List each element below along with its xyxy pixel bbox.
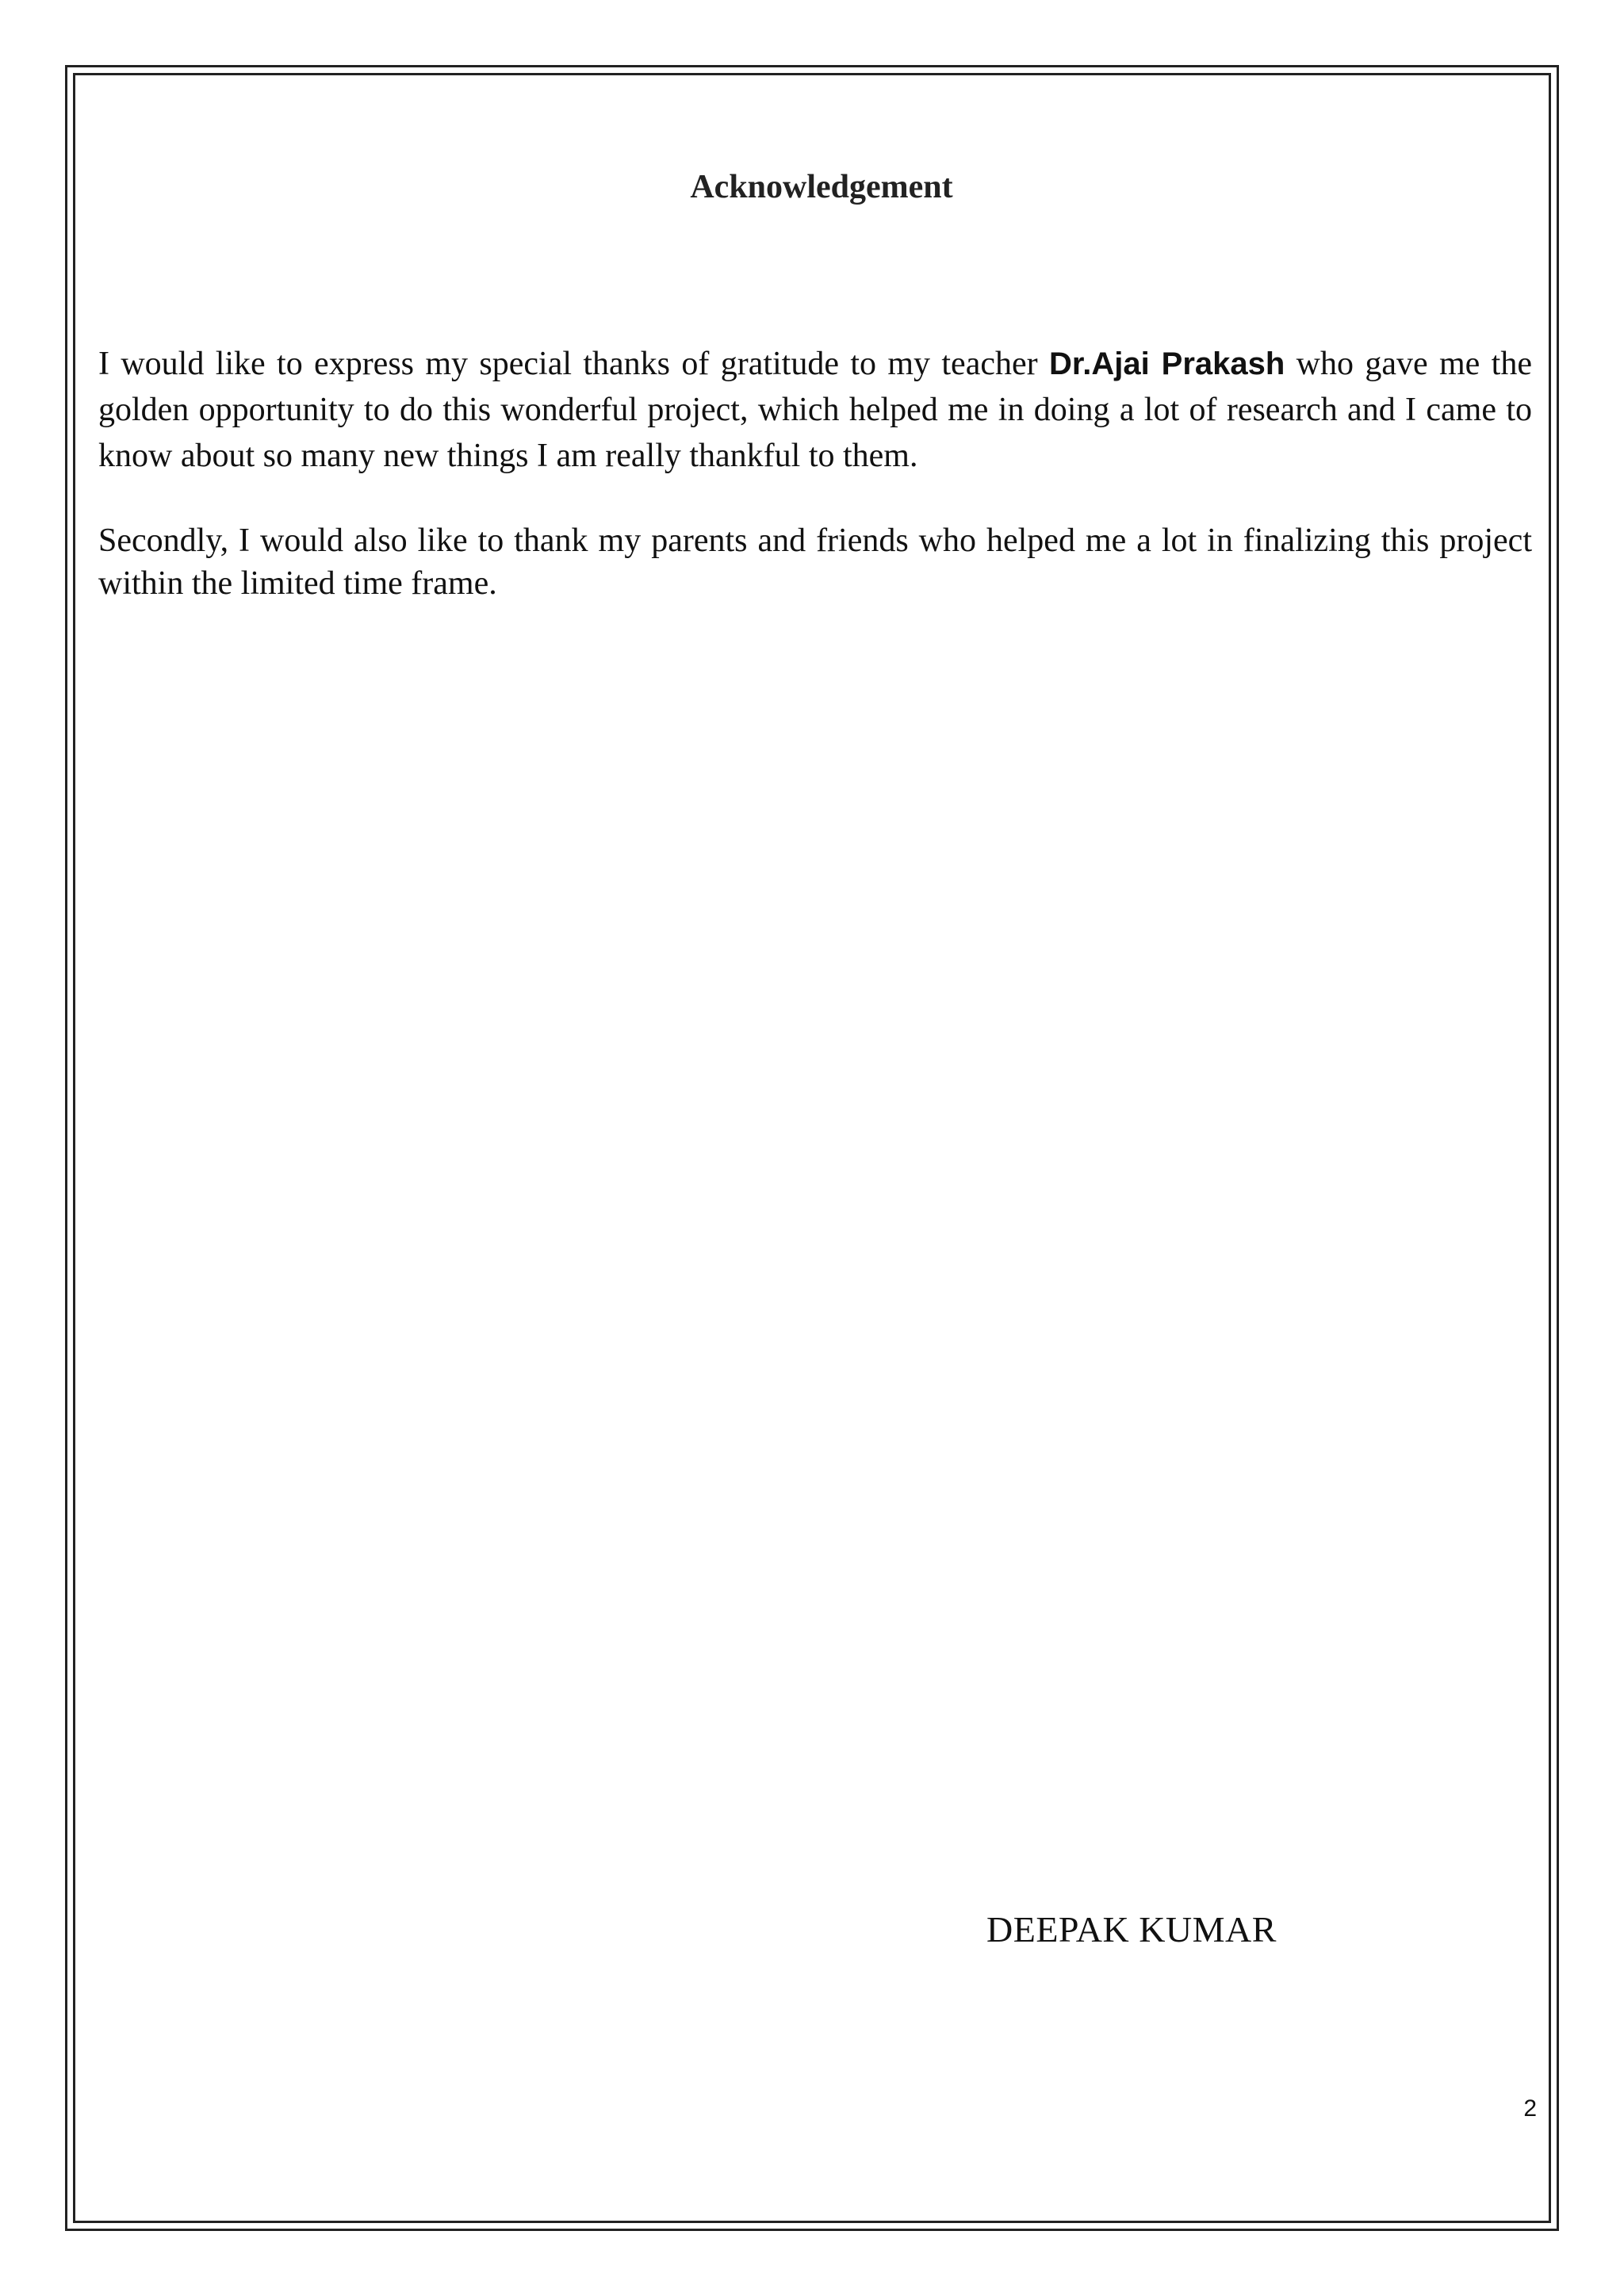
paragraph-parents-friends: Secondly, I would also like to thank my parents and friends who helped me a lot in finalizing this project within the limited time frame. bbox=[98, 522, 1532, 602]
teacher-name: Dr.Ajai Prakash bbox=[1048, 346, 1285, 381]
paragraph-gratitude bbox=[98, 341, 1532, 479]
paragraph-gratitude-start: I would like to express my special thanks of gratitude to my teacher bbox=[98, 346, 1049, 382]
signature-name: DEEPAK KUMAR bbox=[986, 1909, 1277, 1950]
page-number: 2 bbox=[1523, 2095, 1537, 2122]
paragraph-gratitude-end: who gave me the golden opportunity to do this wonderful project, which helped me in doing a lot of research and I came to know about so many new things I am really thankful to them. bbox=[98, 346, 1532, 474]
page-title bbox=[0, 165, 1624, 209]
heading-text: Acknowledgement bbox=[690, 169, 953, 205]
